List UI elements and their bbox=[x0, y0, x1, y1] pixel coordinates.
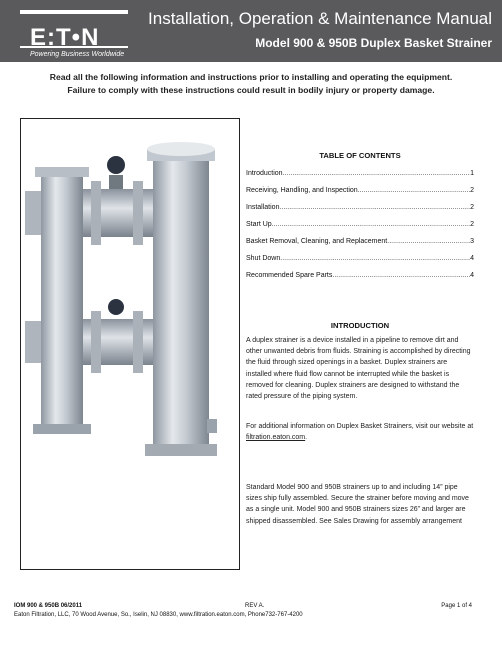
toc-page: 2 bbox=[470, 221, 474, 228]
warning-line-1: Read all the following information and instructions prior to installing and operating the equipment. bbox=[49, 72, 453, 82]
toc-item-spare-parts[interactable] bbox=[246, 272, 474, 279]
toc-item-basket-removal[interactable] bbox=[246, 238, 474, 245]
toc-page: 2 bbox=[470, 187, 474, 194]
introduction-heading: INTRODUCTION bbox=[330, 321, 390, 330]
toc-label: Receiving, Handling, and Inspection bbox=[246, 187, 358, 194]
toc-item-start-up[interactable] bbox=[246, 221, 474, 228]
toc-item-introduction[interactable] bbox=[246, 170, 474, 177]
toc-item-shut-down[interactable] bbox=[246, 255, 474, 262]
toc-label: Introduction bbox=[246, 170, 283, 177]
toc-label: Installation bbox=[246, 204, 280, 211]
toc-item-installation[interactable] bbox=[246, 204, 474, 211]
footer-address: Eaton Filtration, LLC, 70 Wood Avenue, So., Iselin, NJ 08830, www.filtration.eaton.com, Phone732-767-4200 bbox=[14, 612, 303, 618]
toc-page: 1 bbox=[470, 170, 474, 177]
intro-paragraph-3: Standard Model 900 and 950B strainers up to and including 14” pipe sizes ship fully assembled. Secure the strainer before moving and move as a single unit. Model 900 and 950B strainers sizes 26” and larger are shipped disassembled. See Sales Drawing for assembly arrangement bbox=[246, 484, 469, 525]
warning-line-2: Failure to comply with these instructions could result in bodily injury or property damage. bbox=[67, 85, 435, 95]
toc-label: Basket Removal, Cleaning, and Replacement bbox=[246, 238, 388, 245]
logo-tagline: Powering Business Worldwide bbox=[30, 51, 125, 58]
manual-subtitle: Model 900 & 950B Duplex Basket Strainer bbox=[255, 36, 492, 50]
strainer-photo bbox=[20, 118, 240, 570]
footer-page-number: Page 1 of 4 bbox=[441, 603, 472, 609]
website-link[interactable]: filtration.eaton.com bbox=[246, 434, 306, 442]
toc-page: 4 bbox=[470, 255, 474, 262]
intro-paragraph-2: For additional information on Duplex Basket Strainers, visit our website at filtration.eaton.com. bbox=[246, 423, 474, 442]
toc-label: Shut Down bbox=[246, 255, 281, 262]
manual-title: Installation, Operation & Maintenance Manual bbox=[148, 9, 492, 28]
duplex-strainer-illustration bbox=[21, 119, 239, 569]
eaton-logo bbox=[8, 6, 136, 56]
toc-label: Start Up bbox=[246, 221, 272, 228]
footer-revision: REV A. bbox=[245, 603, 265, 609]
page-header bbox=[0, 0, 502, 62]
toc-item-receiving[interactable] bbox=[246, 187, 474, 194]
toc-label: Recommended Spare Parts bbox=[246, 272, 333, 279]
toc-page: 2 bbox=[470, 204, 474, 211]
toc-page: 3 bbox=[470, 238, 474, 245]
footer-doc-id: IOM 900 & 950B 06/2011 bbox=[14, 603, 83, 609]
logo-wordmark: E:T•N bbox=[30, 24, 100, 51]
toc-title: TABLE OF CONTENTS bbox=[319, 151, 401, 160]
toc-page: 4 bbox=[470, 272, 474, 279]
intro-paragraph-1: A duplex strainer is a device installed in a pipeline to remove dirt and other unwanted debris from fluids. Straining is accomplished by directing the fluid through sized openings in a basket. Duplex strainers are installed where fluid flow cannot be interrupted while the basket is removed for cleaning. Duplex strainers are designed to withstand the rated pressure of the piping system. bbox=[246, 337, 471, 401]
safety-warning bbox=[30, 71, 472, 97]
